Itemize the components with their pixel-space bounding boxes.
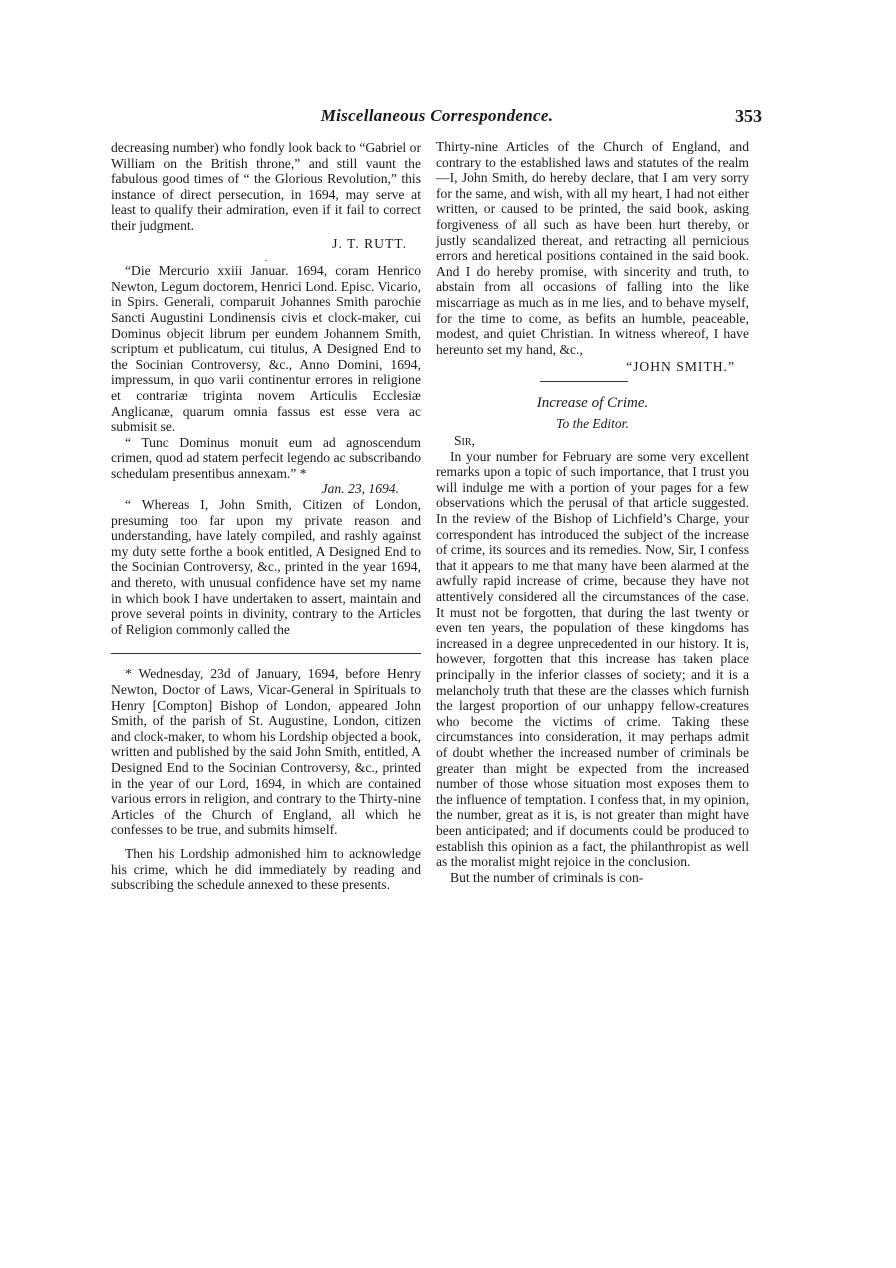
page-number: 353 bbox=[735, 106, 762, 126]
salutation: Sir, bbox=[454, 433, 475, 449]
latin-record-paragraph: “Die Mercurio xxiii Januar. 1694, coram Henrico Newton, Legum doctorem, Henrici Lond. Episc. Vicario, in Spirs. Generali, comparuit Johannes Smith parochie Sancti Augustini Londinensis civis et clock-maker, cui Dominus objecit librum per eundem Johannem Smith, scriptum et publicatum, cui titulus, A Designed End to the Socinian Controversy, &c., Anno Domini, 1694, impressum, in quo varii continentur errores in religione et contrariæ triginta novem Articulis Ecclesiæ Anglicanæ, quarum omnia fassus est esse vera ac submisit se. bbox=[111, 263, 421, 435]
section-title: Increase of Crime. bbox=[536, 394, 649, 411]
recantation-continuation: Thirty-nine Articles of the Church of England, and contrary to the established laws and statutes of the realm—I, John Smith, do hereby declare, that I am very sorry for the same, and wish, with all my heart, I had not either written, or caused to be printed, the said book, asking forgiveness of all such as have been hurt thereby, or justly scandalized thereat, and retracting all pernicious errors and heretical positions contained in the said book. And I do hereby promise, with sincerity and truth, to abstain from all occasions of falling into the like miscarriage as much as in me lies, and to behave myself, for the time to come, as befits an humble, peaceable, modest, and quiet Christian. In witness whereof, I have hereunto set my hand, &c., bbox=[436, 139, 749, 357]
crime-paragraph: In your number for February are some very excellent remarks upon a topic of such importance, that I trust you will indulge me with a portion of your pages for a few observations which the perusal of that article suggested. In the review of the Bishop of Lichfield’s Charge, your correspondent has introduced the subject of the increase of crime, its sources and its remedies. Now, Sir, I confess that it appears to me that many have been alarmed at the awfully rapid increase of crime, because they have not attentively considered all the circumstances of the case. It must not be forgotten, that during the last twenty or even ten years, the population of these kingdoms has increased in a degree unprecedented in our history. It is, however, forgotten that this increase has taken place principally in the inferior classes of society; and it is a melancholy truth that these are the classes which furnish the largest proportion of our unhappy fellow-creatures who become the victims of crime. Taking these circumstances into consideration, it may perhaps admit of doubt whether the increased number of criminals be greater than might be expected from the increased number of those whose situation most exposes them to the influence of temptation. I confess that, in my opinion, the number, great as it is, is not greater than might have been anticipated; and if documents could be produced to establish this opinion as a fact, the philanthropist as well as the moralist might rejoice in the conclusion. bbox=[436, 448, 749, 870]
right-column bbox=[436, 139, 749, 885]
section-subtitle: To the Editor. bbox=[556, 415, 629, 431]
footnote-continuation: Then his Lordship admonished him to acknowledge his crime, which he did immediately by reading and subscribing the schedule annexed to these presents. bbox=[111, 845, 421, 893]
signature-rutt: J. T. RUTT. bbox=[332, 235, 407, 251]
crime-paragraph-continued: But the number of criminals is con- bbox=[450, 869, 644, 885]
running-header bbox=[112, 106, 762, 130]
left-column bbox=[111, 140, 421, 893]
running-title: Miscellaneous Correspondence. bbox=[320, 106, 554, 125]
opening-paragraph: decreasing number) who fondly look back to “Gabriel or William on the British throne,” and still vaunt the fabulous good times of “ the Glorious Revolution,” this instance of direct persecution, in 1694, may serve at least to qualify their admiration, even if it fail to correct their judgment. bbox=[111, 140, 421, 233]
section-rule bbox=[540, 381, 628, 382]
separator-dot: . bbox=[264, 253, 268, 265]
footnote: * Wednesday, 23d of January, 1694, before Henry Newton, Doctor of Laws, Vicar-General in Spirituals to Henry [Compton] Bishop of London, appeared John Smith, of the parish of St. Augustine, London, citizen and clock-maker, to whom his Lordship objected a book, written and published by the said John Smith, entitled, A Designed End to the Socinian Controversy, &c., printed in the year of our Lord, 1694, in which are contained various errors in religion, and contrary to the Thirty-nine Articles of the Church of England, all which he confesses to be true, and submits himself. bbox=[111, 666, 421, 838]
record-date: Jan. 23, 1694. bbox=[321, 481, 399, 497]
latin-admonition-paragraph: “ Tunc Dominus monuit eum ad agnoscendum crimen, quod ad statem perfecit legendo ac subscribando schedulam presentibus annexam.” * bbox=[111, 434, 421, 481]
footnote-rule bbox=[111, 653, 421, 654]
recantation-paragraph: “ Whereas I, John Smith, Citizen of London, presuming too far upon my private reason and understanding, have lately compiled, and rashly against my duty sette forthe a book entitled, A Designed End to the Socinian Controversy, &c., printed in the year 1694, and thereto, with unusual confidence have set my name in which book I have undertaken to assert, maintain and prove several points in divinity, contrary to the Articles of Religion commonly called the bbox=[111, 497, 421, 637]
signature-smith: “JOHN SMITH.” bbox=[626, 359, 735, 375]
